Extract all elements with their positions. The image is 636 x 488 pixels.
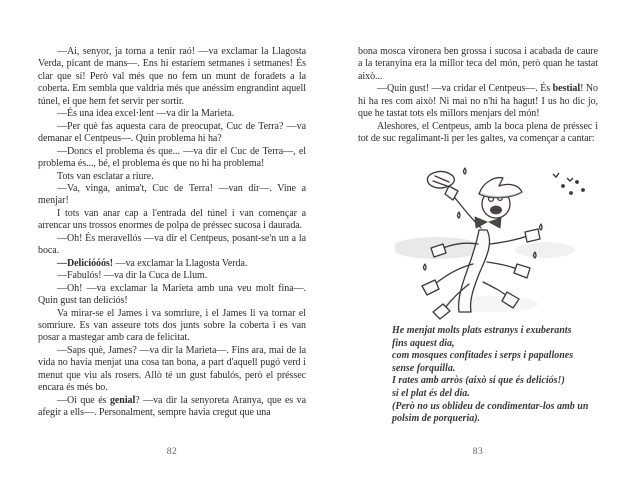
verse-line: com mosques confitades i serps i papallones (392, 350, 574, 362)
paragraph: —Oh! És meravellós —va dir el Centpeus, posant-se'n un a la boca. (38, 232, 306, 257)
verse-line: (Però no us oblideu de condimentar-los amb un (392, 400, 589, 412)
paragraph: Aleshores, el Centpeus, amb la boca plena de préssec i tot de suc regalimant-li per les galtes, va començar a cantar: (358, 120, 598, 145)
paragraph: —Oi que és genial? —va dir la senyoreta Aranya, que es va afegir a ells—. Personalment, sempre havia cregut que una (38, 394, 306, 419)
paragraph: —És una idea excel·lent —va dir la Marieta. (57, 108, 235, 120)
paragraph: I tots van anar cap a l'entrada del túnel i van començar a arrencar uns trossos enormes de polpa de préssec sucosa i daurada. (38, 207, 306, 232)
paragraph: —Va, vinga, anima't, Cuc de Terra! —van dir—. Vine a menjar! (38, 182, 306, 207)
peach-chunk (427, 171, 454, 188)
paragraph: —Oh! —va exclamar la Marieta amb una veu molt fina—. Quin gust tan deliciós! (38, 282, 306, 307)
verse-line: si el plat és del dia. (392, 387, 470, 399)
verse-line: polsim de porqueria). (392, 413, 481, 425)
centipede-hand-boot (445, 186, 458, 200)
verse-line: fins aquest dia, (392, 337, 455, 349)
paragraph: bona mosca vironera ben grossa i sucosa i acabada de caure a la teranyina era la millor teca del món, però quan he tastat això... (358, 46, 598, 82)
boot (514, 264, 530, 278)
paragraph: Tots van esclatar a riure. (57, 170, 154, 182)
verse-line: He menjat molts plats estranys i exuberants (392, 325, 572, 336)
paragraph: —Doncs el problema és que... —va dir el Cuc de Terra—, el problema és..., bé, el problema és que no hi ha problema! (38, 145, 306, 170)
bow-tie (475, 217, 487, 228)
juice-droplet (458, 212, 461, 218)
paragraph: Va mirar-se el James i va somriure, i el James li va tornar el somriure. Es van asseure tots dos junts sobre la coberta i es van posar a mastegar amb cara de felicitat. (38, 307, 306, 344)
right-page-text (358, 46, 598, 146)
boot (422, 280, 439, 295)
verse-line: I rates amb arròs (això sí que és deliciós!) (392, 375, 565, 387)
paragraph: —Quin gust! —va cridar el Centpeus—. És bestial! No hi ha res com això! Ni mai no n'hi ha hagut! I us ho dic jo, que he tastat tots els millors menjars del món! (358, 83, 598, 120)
right-page-number: 83 (472, 447, 484, 457)
centipede-illustration (395, 152, 610, 322)
flies-marks (553, 173, 584, 194)
paragraph: —Saps què, James? —va dir la Marieta—. Fins ara, mai de la vida no havia menjat una cosa tan bona, a part d'aquell pugó verd i menut que viu als rosers. Allò té un gust fabulós, però el préssec encara és més bo. (38, 344, 306, 394)
verse-line: sense forquilla. (392, 362, 456, 374)
left-page-text (38, 46, 306, 420)
boot (525, 229, 540, 242)
song-verse (392, 325, 622, 426)
paragraph: —Delicióóós! —va exclamar la Llagosta Verda. (57, 257, 248, 269)
paragraph: —Fabulós! —va dir la Cuca de Llum. (57, 270, 208, 282)
left-page-number: 82 (166, 447, 178, 457)
paragraph: —Per què fas aquesta cara de preocupat, Cuc de Terra? —va demanar el Centpeus—. Quin problema hi ha? (38, 120, 306, 145)
paragraph: —Ai, senyor, ja torna a tenir raó! —va exclamar la Llagosta Verda, picant de mans—. Ens hi estaríem setmanes i setmanes! És clar que sí! Però val més que no fem un munt de foradets a la coberta. Em sembla que valdria més que anéssim engrandint aquell túnel, el que hem fet servir per sortir. (38, 46, 306, 107)
